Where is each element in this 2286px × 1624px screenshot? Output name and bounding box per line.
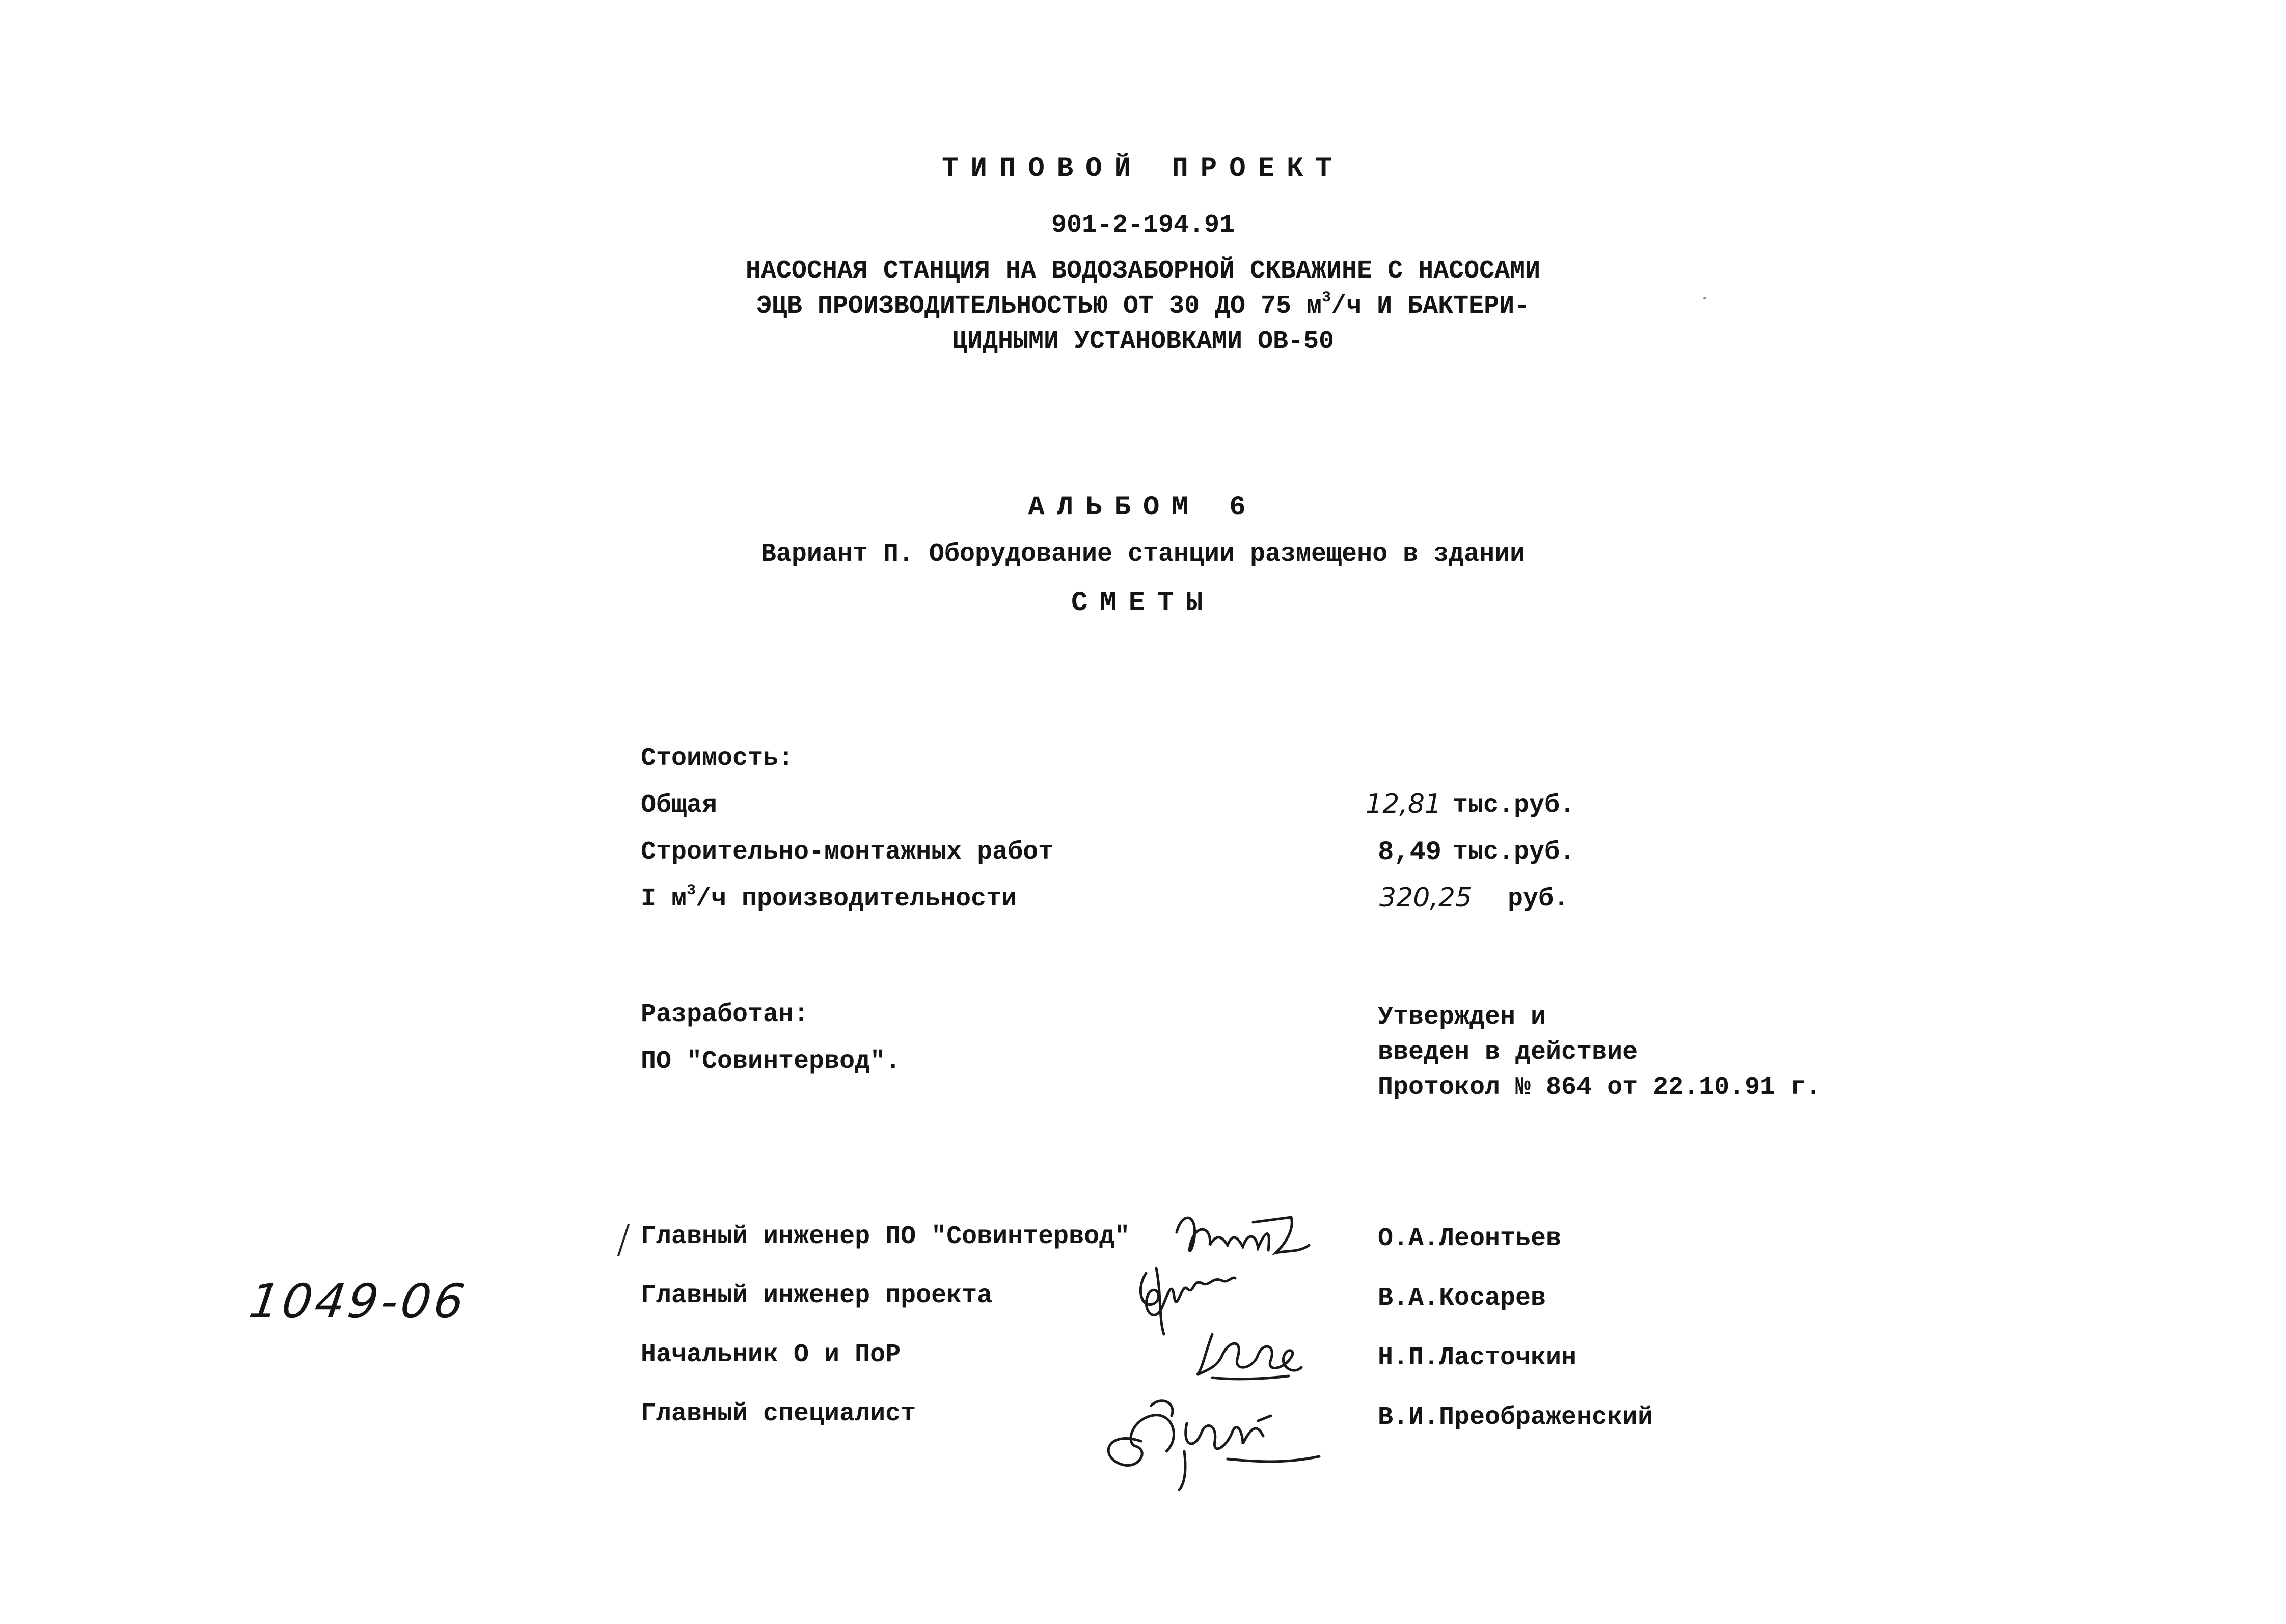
- title-line-3: ЦИДНЫМИ УСТАНОВКАМИ ОВ-50: [951, 327, 1335, 356]
- cost-unit-construction: тыс.руб.: [1453, 838, 1575, 867]
- approval-line-1: Утвержден и: [1378, 1003, 1546, 1032]
- doc-type: ТИПОВОЙ ПРОЕКТ: [942, 153, 1344, 184]
- title-line-2-sup: 3: [1322, 289, 1331, 307]
- album-subtitle: СМЕТЫ: [1071, 588, 1215, 619]
- signature-role-3: Начальник О и ПоР: [641, 1340, 901, 1369]
- album-title: АЛЬБОМ 6: [1028, 492, 1258, 523]
- cost-heading: Стоимость:: [641, 744, 794, 773]
- approval-line-2: введен в действие: [1378, 1038, 1638, 1067]
- signature-role-2: Главный инженер проекта: [641, 1281, 993, 1310]
- signature-role-4: Главный специалист: [641, 1399, 916, 1428]
- cost-unit-per-capacity: руб.: [1508, 885, 1569, 914]
- approval-line-3: Протокол № 864 от 22.10.91 г.: [1378, 1073, 1821, 1102]
- cost-unit-total: тыс.руб.: [1453, 791, 1575, 820]
- title-line-1: НАСОСНАЯ СТАНЦИЯ НА ВОДОЗАБОРНОЙ СКВАЖИНЕ С НАСОСАМИ: [745, 257, 1541, 286]
- inventory-number: 1049-06: [246, 1274, 471, 1329]
- signature-role-1: Главный инженер ПО "Совинтервод": [641, 1222, 1130, 1251]
- signature-name-4: В.И.Преображенский: [1378, 1403, 1653, 1432]
- title-line-2: [0, 289, 2286, 321]
- cost-label-suffix: /ч производительности: [696, 885, 1017, 914]
- cost-label-total: Общая: [641, 791, 718, 820]
- developer-org: ПО "Совинтервод".: [641, 1047, 901, 1076]
- cost-value-per-capacity: 320,25: [1379, 883, 1472, 913]
- signature-name-3: Н.П.Ласточкин: [1378, 1343, 1577, 1372]
- developer-heading: Разработан:: [641, 1000, 809, 1029]
- title-line-2-main: ЭЦВ ПРОИЗВОДИТЕЛЬНОСТЬЮ ОТ 30 ДО 75 м: [756, 292, 1322, 321]
- cost-label-per-capacity: [641, 882, 1017, 914]
- album-variant: Вариант П. Оборудование станции размещено в здании: [760, 540, 1526, 569]
- project-code: 901-2-194.91: [1051, 211, 1235, 240]
- scan-speck: [1703, 297, 1706, 299]
- cost-value-construction: 8,49: [1378, 837, 1441, 867]
- cost-label-prefix: I м: [641, 885, 687, 914]
- cost-label-sup: 3: [687, 882, 696, 899]
- margin-stroke: [617, 1224, 630, 1256]
- signature-name-2: В.А.Косарев: [1378, 1284, 1546, 1313]
- signature-name-1: О.А.Леонтьев: [1378, 1224, 1562, 1253]
- title-line-2-tail: /ч И БАКТЕРИ-: [1331, 292, 1530, 321]
- cost-label-construction: Строительно-монтажных работ: [641, 838, 1054, 867]
- signature-scribble-4: [1090, 1375, 1324, 1492]
- cost-value-total: 12,81: [1366, 789, 1441, 819]
